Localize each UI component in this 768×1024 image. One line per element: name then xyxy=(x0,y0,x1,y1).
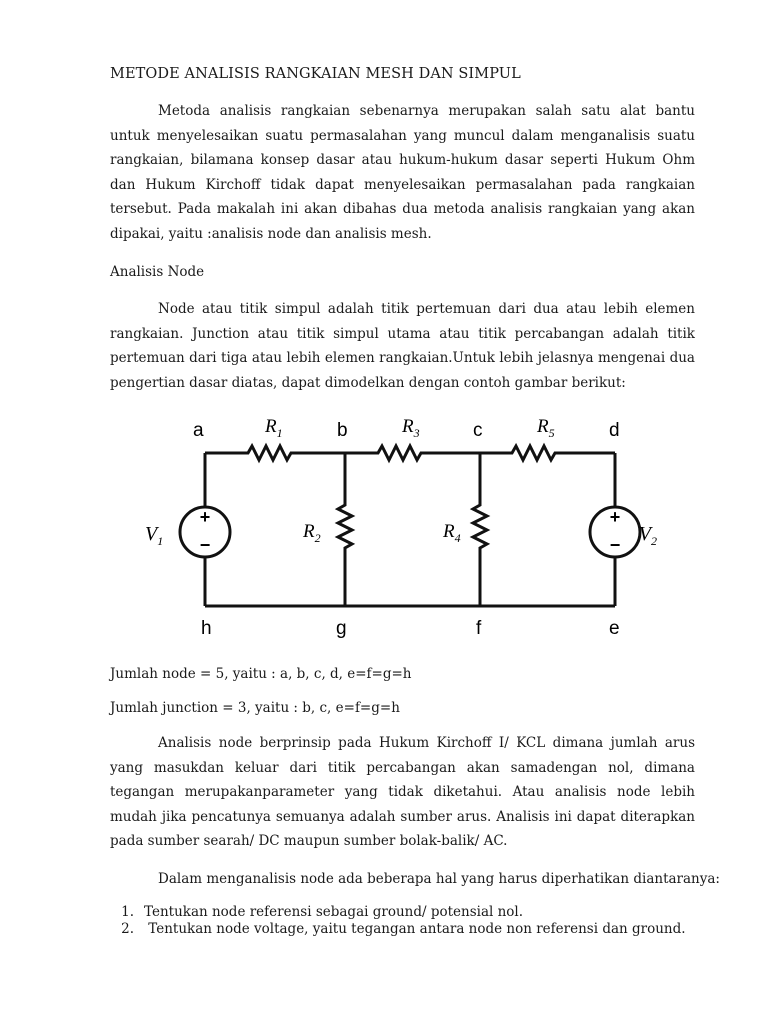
circuit-wires xyxy=(205,446,615,606)
steps-intro: Dalam menganalisis node ada beberapa hal yang harus diperhatikan diantaranya: xyxy=(158,871,720,887)
resistor-label-r1: $R_1$ xyxy=(265,416,283,440)
resistor-label-r5: $R_5$ xyxy=(537,416,555,440)
kcl-paragraph xyxy=(110,731,695,854)
v1-minus-sign: − xyxy=(199,535,211,555)
section-heading: Analisis Node xyxy=(110,264,205,280)
node-label-g: g xyxy=(336,618,347,639)
intro-paragraph xyxy=(110,99,695,247)
circuit-diagram xyxy=(140,405,660,650)
steps-list xyxy=(110,904,686,938)
v1-plus-sign: + xyxy=(199,507,211,527)
node-label-b: b xyxy=(337,420,348,441)
v2-plus-sign: + xyxy=(609,507,621,527)
resistor-label-r3: $R_3$ xyxy=(402,416,420,440)
junction-count-line: Jumlah junction = 3, yaitu : b, c, e=f=g=h xyxy=(110,700,400,716)
node-paragraph xyxy=(110,297,695,395)
node-label-c: c xyxy=(473,420,483,441)
document-title: METODE ANALISIS RANGKAIAN MESH DAN SIMPUL xyxy=(110,66,521,82)
node-label-a: a xyxy=(193,420,204,441)
resistor-label-r2: $R_2$ xyxy=(303,521,321,545)
source-label-v2: $V_2$ xyxy=(638,523,657,548)
node-label-d: d xyxy=(609,420,620,441)
node-paragraph-text: Node atau titik simpul adalah titik pertemuan dari dua atau lebih elemen rangkaian. Junction atau titik simpul utama atau titik percabangan adalah titik pertemuan dari tiga atau lebih elemen rangkaian.Untuk lebih jelasnya mengenai dua pengertian dasar diatas, dapat dimodelkan dengan contoh gambar berikut: xyxy=(110,301,695,391)
intro-paragraph-text: Metoda analisis rangkaian sebenarnya merupakan salah satu alat bantu untuk menyelesaikan suatu permasalahan yang muncul dalam menganalisis suatu rangkaian, bilamana konsep dasar atau hukum-hukum dasar seperti Hukum Ohm dan Hukum Kirchoff tidak dapat menyelesaikan permasalahan pada rangkaian tersebut. Pada makalah ini akan dibahas dua metoda analisis rangkaian yang akan dipakai, yaitu :analisis node dan analisis mesh. xyxy=(110,103,695,242)
list-item: 1. Tentukan node referensi sebagai ground/ potensial nol. xyxy=(121,904,524,920)
node-label-h: h xyxy=(201,618,212,639)
node-count-line: Jumlah node = 5, yaitu : a, b, c, d, e=f=g=h xyxy=(110,666,412,682)
node-label-f: f xyxy=(476,618,482,639)
kcl-paragraph-text: Analisis node berprinsip pada Hukum Kirchoff I/ KCL dimana jumlah arus yang masukdan keluar dari titik percabangan akan samadengan nol, dimana tegangan merupakanparameter yang tidak diketahui. Atau analisis node lebih mudah jika pencatunya semuanya adalah sumber arus. Analisis ini dapat diterapkan pada sumber searah/ DC maupun sumber bolak-balik/ AC. xyxy=(110,735,695,850)
resistor-label-r4: $R_4$ xyxy=(443,521,461,545)
v2-minus-sign: − xyxy=(609,535,621,555)
list-item: 2. Tentukan node voltage, yaitu tegangan antara node non referensi dan ground. xyxy=(121,921,686,937)
node-label-e: e xyxy=(609,618,620,639)
source-label-v1: $V_1$ xyxy=(145,523,164,548)
